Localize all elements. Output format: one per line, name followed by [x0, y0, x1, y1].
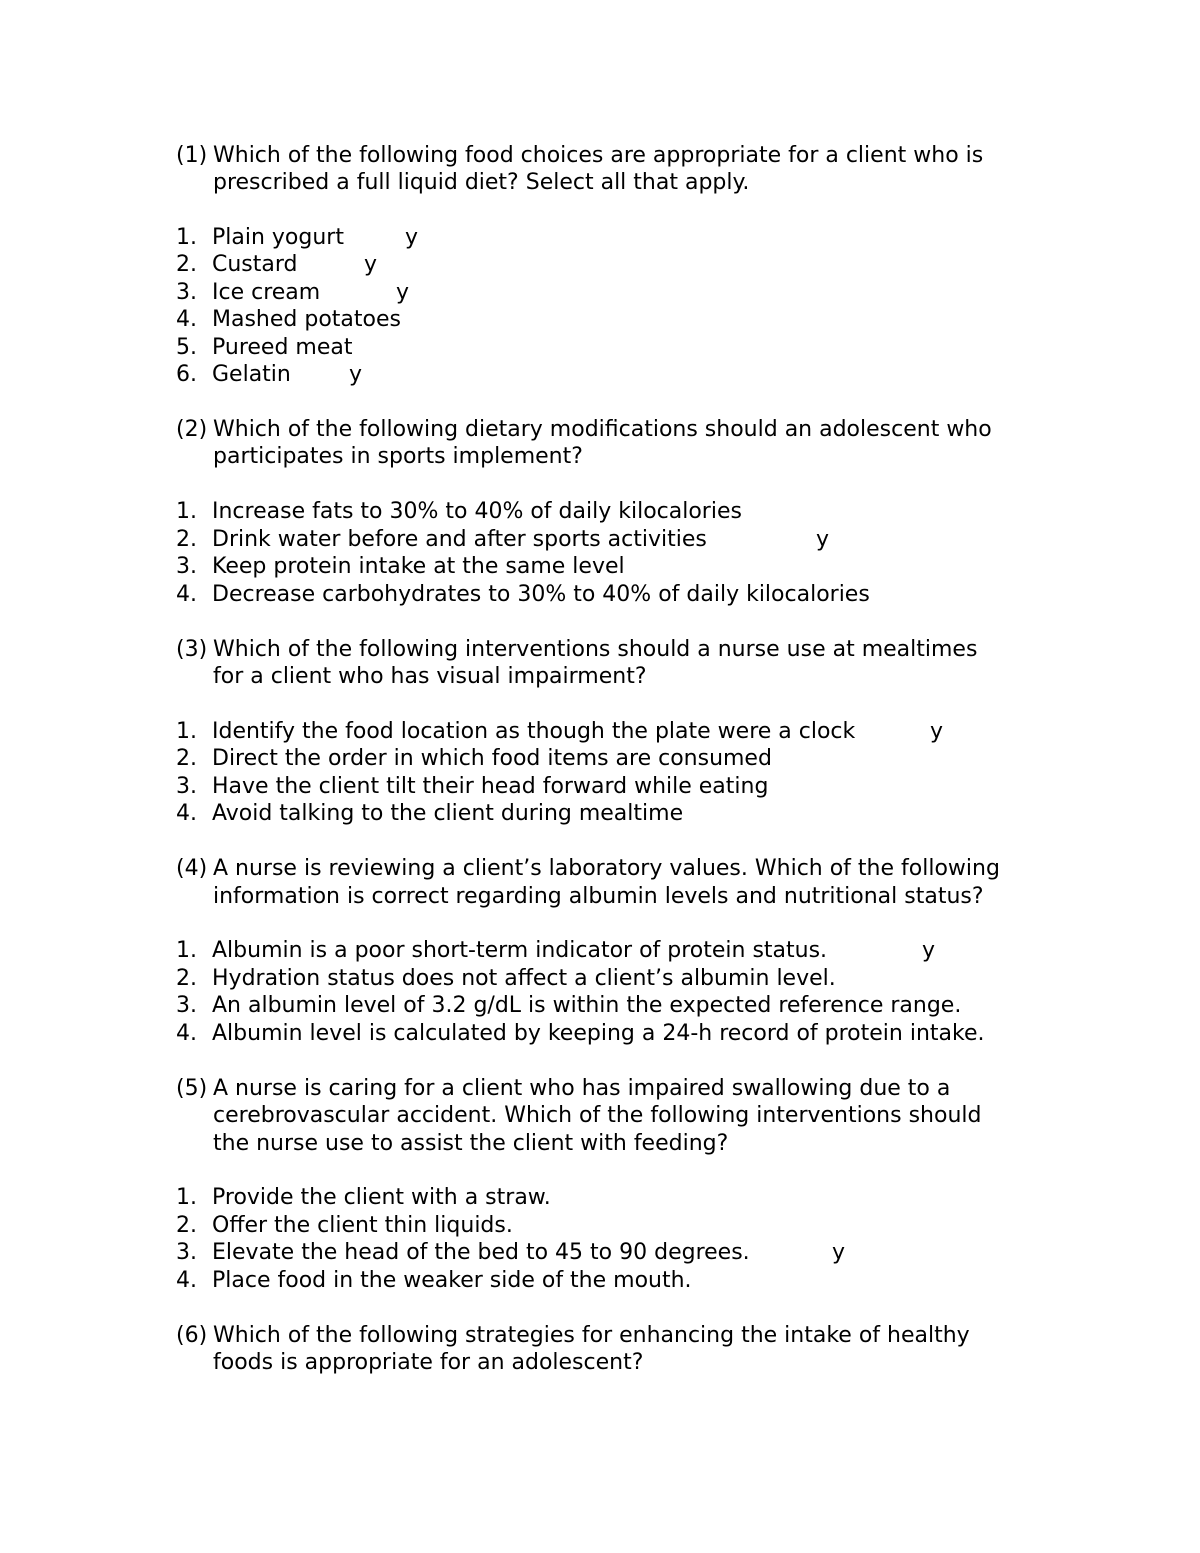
- question-text-line: A nurse is caring for a client who has impaired swallowing due to a: [213, 1076, 951, 1101]
- option-number: 3.: [176, 554, 197, 579]
- option-number: 6.: [176, 362, 197, 387]
- option-number: 1.: [176, 938, 197, 963]
- answer-mark: y: [816, 527, 830, 552]
- question-number: (5): [176, 1076, 208, 1101]
- option-text: Decrease carbohydrates to 30% to 40% of daily kilocalories: [212, 582, 870, 607]
- option-number: 1.: [176, 499, 197, 524]
- option-text: Ice cream: [212, 280, 321, 305]
- option-text: Mashed potatoes: [212, 307, 401, 332]
- question-text-line: prescribed a full liquid diet? Select all that apply.: [213, 170, 750, 195]
- option-number: 2.: [176, 746, 197, 771]
- option-text: Custard: [212, 252, 298, 277]
- option-number: 1.: [176, 1185, 197, 1210]
- option-text: Keep protein intake at the same level: [212, 554, 625, 579]
- question-number: (3): [176, 637, 208, 662]
- option-text: Avoid talking to the client during mealtime: [212, 801, 684, 826]
- option-text: Hydration status does not affect a client’s albumin level.: [212, 966, 836, 991]
- question-text-line: Which of the following dietary modifications should an adolescent who: [213, 417, 992, 442]
- question-text-line: cerebrovascular accident. Which of the following interventions should: [213, 1103, 982, 1128]
- option-text: Offer the client thin liquids.: [212, 1213, 513, 1238]
- answer-mark: y: [396, 280, 410, 305]
- option-number: 4.: [176, 1268, 197, 1293]
- option-number: 3.: [176, 993, 197, 1018]
- question-text-line: the nurse use to assist the client with feeding?: [213, 1131, 729, 1156]
- question-text-line: foods is appropriate for an adolescent?: [213, 1350, 644, 1375]
- option-text: Have the client tilt their head forward while eating: [212, 774, 769, 799]
- option-text: Albumin is a poor short-term indicator of protein status.: [212, 938, 828, 963]
- option-number: 4.: [176, 582, 197, 607]
- answer-mark: y: [364, 252, 378, 277]
- option-number: 4.: [176, 307, 197, 332]
- option-number: 2.: [176, 1213, 197, 1238]
- option-number: 1.: [176, 719, 197, 744]
- option-text: Increase fats to 30% to 40% of daily kilocalories: [212, 499, 742, 524]
- question-number: (6): [176, 1323, 208, 1348]
- option-number: 1.: [176, 225, 197, 250]
- question-text-line: Which of the following interventions should a nurse use at mealtimes: [213, 637, 978, 662]
- answer-mark: y: [930, 719, 944, 744]
- option-text: Identify the food location as though the plate were a clock: [212, 719, 856, 744]
- question-text-line: participates in sports implement?: [213, 444, 583, 469]
- answer-mark: y: [832, 1240, 846, 1265]
- option-text: Drink water before and after sports activities: [212, 527, 707, 552]
- option-text: An albumin level of 3.2 g/dL is within the expected reference range.: [212, 993, 962, 1018]
- answer-mark: y: [922, 938, 936, 963]
- option-text: Pureed meat: [212, 335, 353, 360]
- option-text: Provide the client with a straw.: [212, 1185, 551, 1210]
- option-number: 2.: [176, 252, 197, 277]
- option-text: Gelatin: [212, 362, 291, 387]
- option-text: Place food in the weaker side of the mouth.: [212, 1268, 692, 1293]
- option-number: 3.: [176, 774, 197, 799]
- option-number: 4.: [176, 801, 197, 826]
- option-number: 4.: [176, 1021, 197, 1046]
- question-number: (1): [176, 143, 208, 168]
- answer-mark: y: [405, 225, 419, 250]
- option-number: 3.: [176, 1240, 197, 1265]
- question-number: (2): [176, 417, 208, 442]
- question-text-line: for a client who has visual impairment?: [213, 664, 647, 689]
- question-text-line: Which of the following strategies for enhancing the intake of healthy: [213, 1323, 970, 1348]
- question-text-line: Which of the following food choices are appropriate for a client who is: [213, 143, 984, 168]
- option-number: 3.: [176, 280, 197, 305]
- option-text: Direct the order in which food items are consumed: [212, 746, 772, 771]
- answer-mark: y: [349, 362, 363, 387]
- question-text-line: A nurse is reviewing a client’s laboratory values. Which of the following: [213, 856, 1000, 881]
- option-text: Elevate the head of the bed to 45 to 90 degrees.: [212, 1240, 750, 1265]
- option-number: 5.: [176, 335, 197, 360]
- option-text: Plain yogurt: [212, 225, 344, 250]
- option-text: Albumin level is calculated by keeping a 24-h record of protein intake.: [212, 1021, 985, 1046]
- question-number: (4): [176, 856, 208, 881]
- question-text-line: information is correct regarding albumin levels and nutritional status?: [213, 884, 984, 909]
- option-number: 2.: [176, 966, 197, 991]
- option-number: 2.: [176, 527, 197, 552]
